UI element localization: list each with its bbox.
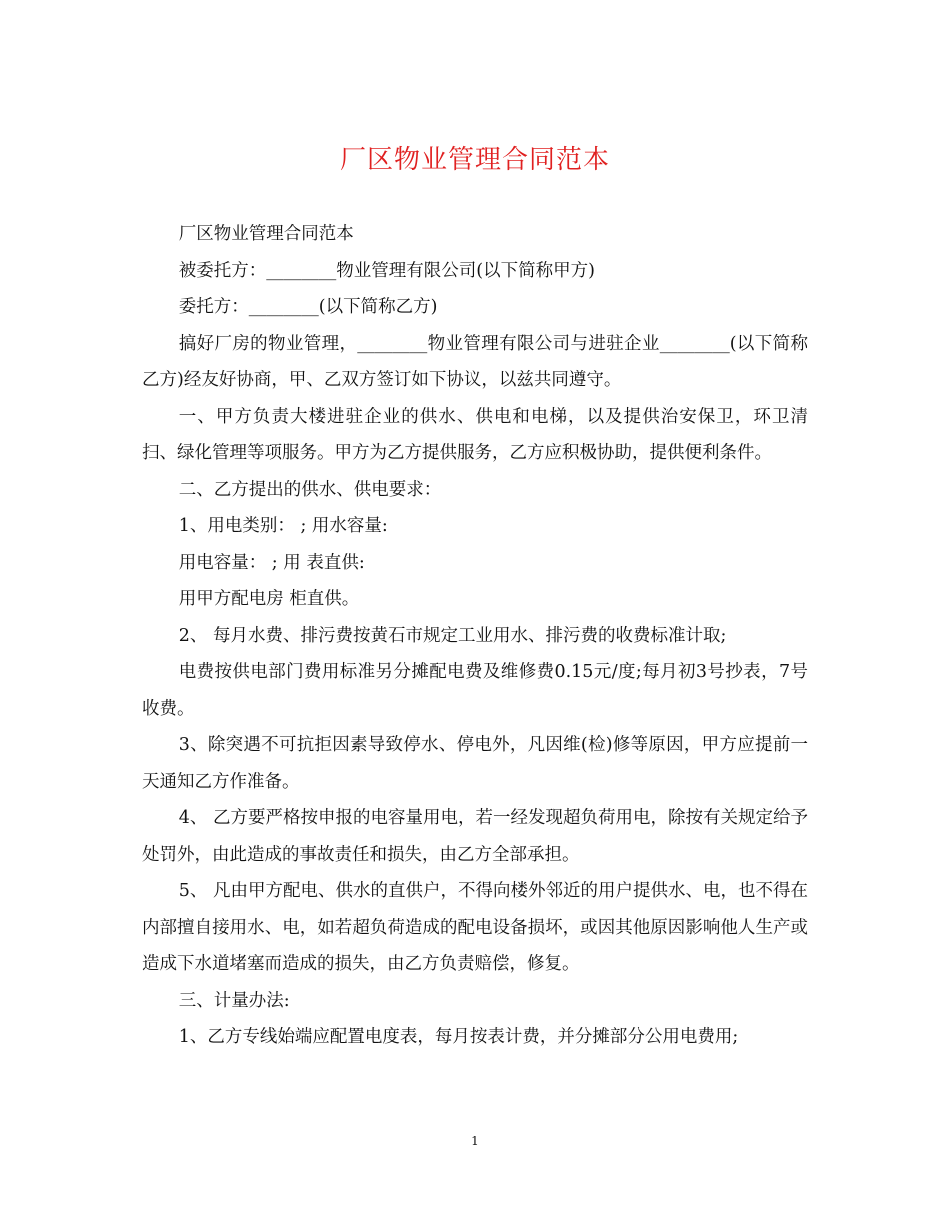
paragraph: 用甲方配电房 柜直供。	[178, 589, 360, 609]
paragraph: 1、用电类别： ; 用水容量:	[178, 516, 388, 536]
document-body	[142, 216, 808, 1056]
document-title: 厂区物业管理合同范本	[339, 145, 610, 175]
paragraph: 用电容量： ; 用 表直供:	[178, 552, 365, 573]
paragraph: 搞好厂房的物业管理，________物业管理有限公司与进驻企业________(以下简称乙方)经友好协商，甲、乙双方签订如下协议，以兹共同遵守。	[142, 333, 808, 390]
paragraph: 2、 每月水费、排污费按黄石市规定工业用水、排污费的收费标准计取;	[178, 625, 727, 646]
paragraph: 4、 乙方要严格按申报的电容量用电，若一经发现超负荷用电，除按有关规定给予处罚外，由此造成的事故责任和损失，由乙方全部承担。	[142, 808, 808, 865]
paragraph: 1、乙方专线始端应配置电度表，每月按表计费，并分摊部分公用电费用;	[178, 1027, 739, 1047]
paragraph: 3、除突遇不可抗拒因素导致停水、停电外，凡因维(检)修等原因，甲方应提前一天通知乙方作准备。	[142, 735, 808, 792]
paragraph: 5、 凡由甲方配电、供水的直供户，不得向楼外邻近的用户提供水、电，也不得在内部擅自接用水、电，如若超负荷造成的配电设备损坏，或因其他原因影响他人生产或造成下水道堵塞而造成的损失，由乙方负责赔偿，修复。	[142, 881, 808, 974]
paragraph: 二、乙方提出的供水、供电要求：	[178, 479, 442, 500]
page-number: 1	[471, 1134, 479, 1148]
paragraph: 电费按供电部门费用标准另分摊配电费及维修费0.15元/度;每月初3号抄表，7号收费。	[142, 662, 808, 719]
paragraph: 委托方：________(以下简称乙方)	[178, 297, 438, 317]
paragraph: 厂区物业管理合同范本	[178, 224, 354, 244]
paragraph: 被委托方：________物业管理有限公司(以下简称甲方)	[178, 260, 595, 281]
paragraph: 一、甲方负责大楼进驻企业的供水、供电和电梯，以及提供治安保卫，环卫清扫、绿化管理等项服务。甲方为乙方提供服务，乙方应积极协助，提供便利条件。	[142, 406, 808, 463]
paragraph: 三、计量办法:	[178, 990, 290, 1011]
